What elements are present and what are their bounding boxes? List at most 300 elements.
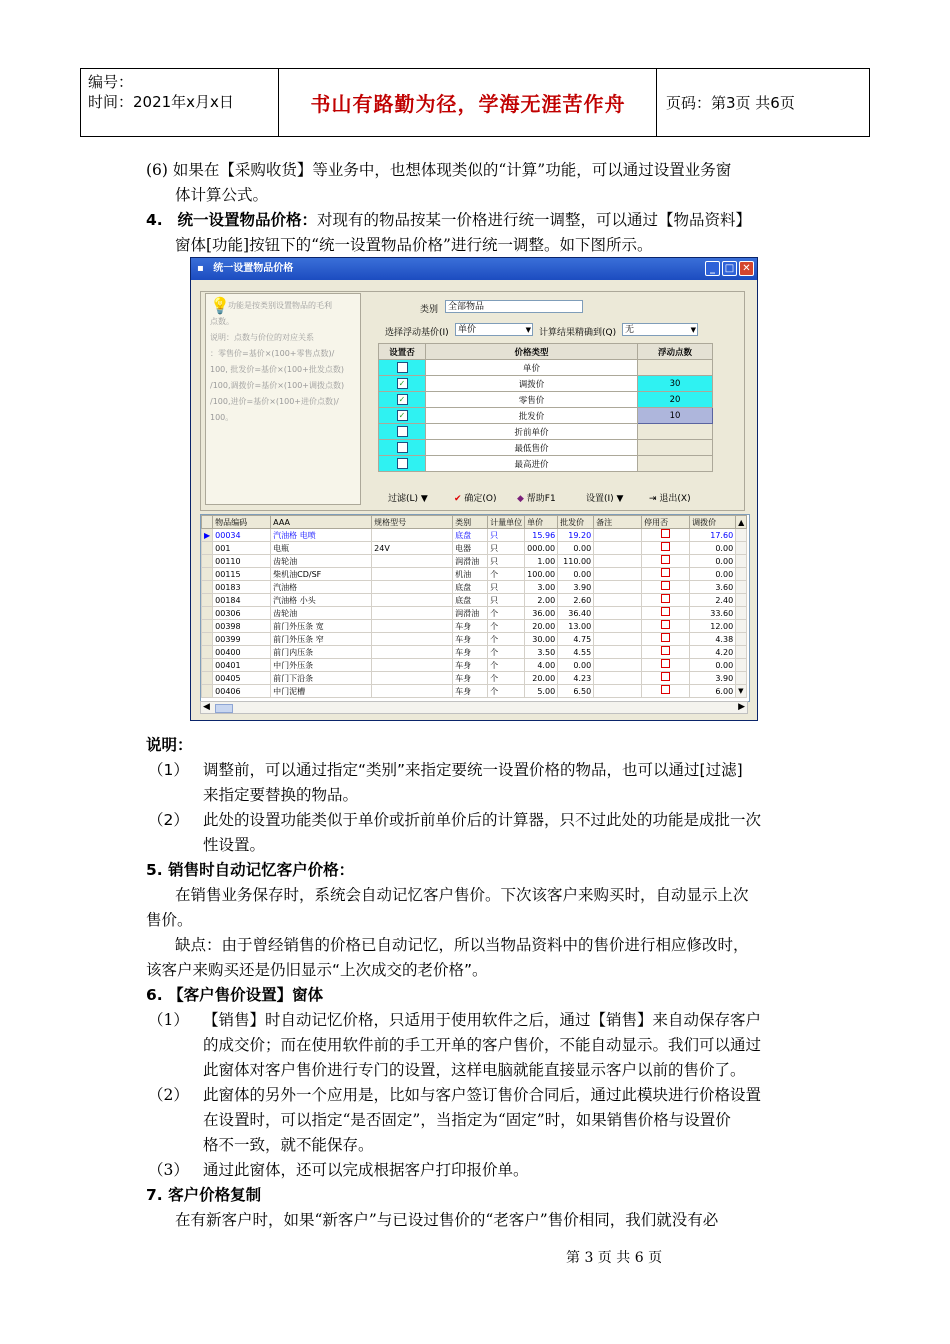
grid-cell[interactable]: 前门内压条 bbox=[271, 646, 372, 659]
grid-cell[interactable]: 3.90 bbox=[690, 672, 736, 685]
grid-cell[interactable]: 汽油格 bbox=[271, 581, 372, 594]
price-type: 最低售价 bbox=[426, 440, 638, 456]
grid-cell[interactable]: 4.00 bbox=[525, 659, 558, 672]
float-price-label: 选择浮动基价(I) bbox=[385, 328, 449, 338]
row-marker bbox=[202, 685, 213, 698]
row-marker bbox=[202, 646, 213, 659]
price-points[interactable] bbox=[638, 456, 713, 472]
grid-cell[interactable]: 个 bbox=[488, 685, 525, 698]
scroll-left-icon[interactable]: ◀ bbox=[203, 702, 210, 712]
grid-cell[interactable] bbox=[642, 529, 690, 542]
grid-cell[interactable]: 00115 bbox=[213, 568, 271, 581]
vertical-scrollbar-cell[interactable] bbox=[736, 607, 747, 620]
grid-cell[interactable] bbox=[642, 659, 690, 672]
price-row[interactable] bbox=[379, 456, 713, 472]
book-icon: ◆ bbox=[517, 494, 524, 504]
sec6-item2-line3: 格不一致，就不能保存。 bbox=[203, 1136, 374, 1154]
grid-cell[interactable] bbox=[642, 620, 690, 633]
vertical-scrollbar-cell[interactable] bbox=[736, 581, 747, 594]
grid-cell[interactable]: 个 bbox=[488, 672, 525, 685]
grid-cell[interactable]: 001 bbox=[213, 542, 271, 555]
grid-cell[interactable] bbox=[372, 646, 453, 659]
grid-cell[interactable]: 车身 bbox=[453, 672, 488, 685]
grid-cell[interactable] bbox=[372, 568, 453, 581]
note-line: 功能是按类别设置物品的毛利 bbox=[228, 301, 332, 310]
grid-cell[interactable] bbox=[372, 633, 453, 646]
section5-line1: 在销售业务保存时，系统会自动记忆客户售价。下次该客户来购买时，自动显示上次 bbox=[175, 886, 749, 904]
grid-cell[interactable]: 1.00 bbox=[525, 555, 558, 568]
grid-cell[interactable]: 36.00 bbox=[525, 607, 558, 620]
note-line: 点数。 bbox=[210, 317, 234, 326]
vertical-scrollbar-cell[interactable] bbox=[736, 633, 747, 646]
grid-cell[interactable]: 车身 bbox=[453, 620, 488, 633]
disabled-checkbox[interactable] bbox=[661, 607, 670, 616]
precision-value: 无 bbox=[625, 325, 635, 335]
grid-cell[interactable] bbox=[642, 685, 690, 698]
grid-cell[interactable]: 20.00 bbox=[525, 672, 558, 685]
exit-button[interactable] bbox=[649, 491, 691, 504]
grid-cell[interactable]: 30.00 bbox=[525, 633, 558, 646]
grid-cell[interactable] bbox=[594, 568, 642, 581]
grid-cell[interactable]: 电瓶 bbox=[271, 542, 372, 555]
grid-cell[interactable]: 车身 bbox=[453, 646, 488, 659]
grid-cell[interactable]: 0.00 bbox=[690, 555, 736, 568]
note1-line2: 来指定要替换的物品。 bbox=[203, 786, 359, 804]
checkbox[interactable] bbox=[397, 442, 408, 453]
col-header[interactable]: 调拨价 bbox=[690, 516, 736, 529]
help-note bbox=[205, 293, 361, 505]
note-line: ：零售价=基价×(100+零售点数)/ bbox=[210, 349, 335, 358]
header-meta bbox=[88, 72, 234, 112]
section4-number: 4. bbox=[146, 211, 163, 229]
grid-cell[interactable]: 00406 bbox=[213, 685, 271, 698]
grid-cell[interactable]: 机油 bbox=[453, 568, 488, 581]
vertical-scrollbar-cell[interactable] bbox=[736, 620, 747, 633]
precision-select[interactable] bbox=[622, 323, 698, 336]
filter-button[interactable]: 过滤(L) ▼ bbox=[388, 494, 428, 504]
grid-cell[interactable]: 齿轮油 bbox=[271, 555, 372, 568]
grid-cell[interactable] bbox=[594, 555, 642, 568]
col-header[interactable]: 批发价 bbox=[558, 516, 594, 529]
row-marker bbox=[202, 581, 213, 594]
sec6-item2-line2: 在设置时，可以指定“是否固定”，当指定为“固定”时，如果销售价格与设置价 bbox=[203, 1111, 731, 1129]
vertical-scrollbar-cell[interactable] bbox=[736, 659, 747, 672]
grid-cell[interactable]: 4.23 bbox=[558, 672, 594, 685]
grid-cell[interactable]: 13.00 bbox=[558, 620, 594, 633]
grid-cell[interactable] bbox=[594, 581, 642, 594]
grid-cell[interactable] bbox=[642, 646, 690, 659]
row-marker bbox=[202, 659, 213, 672]
note-line: /100,调拨价=基价×(100+调拨点数) bbox=[210, 381, 345, 390]
section5-line2: 售价。 bbox=[146, 911, 193, 929]
price-setting-window bbox=[190, 257, 758, 721]
sec6-item1-line3: 此窗体对客户售价进行专门的设置，这样电脑就能直接显示客户以前的售价了。 bbox=[203, 1061, 746, 1079]
note-text bbox=[210, 298, 358, 426]
grid-cell[interactable]: 汽油格 小头 bbox=[271, 594, 372, 607]
sec6-item2-line1: 此窗体的另外一个应用是，比如与客户签订售价合同后，通过此模块进行价格设置 bbox=[203, 1086, 762, 1104]
table-row[interactable] bbox=[202, 672, 747, 685]
app-icon: ▪ bbox=[197, 263, 204, 274]
grid-cell[interactable] bbox=[642, 672, 690, 685]
items-grid bbox=[200, 514, 750, 702]
sec6-item1-line1: 【销售】时自动记忆价格，只适用于使用软件之后，通过【销售】来自动保存客户 bbox=[203, 1011, 762, 1029]
chevron-down-icon: ▼ bbox=[690, 326, 696, 334]
vertical-scrollbar-cell[interactable]: ▼ bbox=[736, 685, 747, 698]
vertical-scrollbar-cell[interactable] bbox=[736, 529, 747, 542]
grid-cell[interactable]: 前门下沿条 bbox=[271, 672, 372, 685]
scroll-up-icon[interactable]: ▲ bbox=[736, 516, 747, 529]
checkbox-checked[interactable]: ✓ bbox=[397, 378, 408, 389]
grid-cell[interactable] bbox=[642, 568, 690, 581]
sec6-item3-line1: 通过此窗体，还可以完成根据客户打印报价单。 bbox=[203, 1161, 529, 1179]
price-points[interactable]: 10 bbox=[638, 408, 713, 424]
vertical-scrollbar-cell[interactable] bbox=[736, 646, 747, 659]
price-type: 零售价 bbox=[426, 392, 638, 408]
table-row[interactable] bbox=[202, 594, 747, 607]
grid-cell[interactable]: 个 bbox=[488, 568, 525, 581]
grid-cell[interactable]: 00184 bbox=[213, 594, 271, 607]
price-row[interactable] bbox=[379, 424, 713, 440]
price-points[interactable] bbox=[638, 360, 713, 376]
grid-cell[interactable]: 个 bbox=[488, 659, 525, 672]
price-points[interactable] bbox=[638, 424, 713, 440]
grid-cell[interactable]: 33.60 bbox=[690, 607, 736, 620]
grid-cell[interactable]: 柴机油CD/SF bbox=[271, 568, 372, 581]
grid-cell[interactable] bbox=[372, 581, 453, 594]
grid-cell[interactable] bbox=[372, 672, 453, 685]
disabled-checkbox[interactable] bbox=[661, 555, 670, 564]
price-row[interactable] bbox=[379, 408, 713, 424]
chevron-down-icon: ▼ bbox=[525, 326, 531, 334]
note-line: /100,进价=基价×(100+进价点数)/ bbox=[210, 397, 339, 406]
price-points[interactable] bbox=[638, 440, 713, 456]
disabled-checkbox[interactable] bbox=[661, 529, 670, 538]
grid-cell[interactable]: 100.00 bbox=[525, 568, 558, 581]
grid-cell[interactable]: 00398 bbox=[213, 620, 271, 633]
grid-cell[interactable]: 底盘 bbox=[453, 581, 488, 594]
grid-cell[interactable]: 00405 bbox=[213, 672, 271, 685]
grid-cell[interactable]: 0.00 bbox=[558, 659, 594, 672]
table-row[interactable] bbox=[202, 581, 747, 594]
disabled-checkbox[interactable] bbox=[661, 672, 670, 681]
checkbox-checked[interactable]: ✓ bbox=[397, 410, 408, 421]
grid-cell[interactable]: 只 bbox=[488, 542, 525, 555]
grid-cell[interactable]: 0.00 bbox=[558, 568, 594, 581]
header-rule-2 bbox=[656, 68, 657, 136]
grid-cell[interactable]: 0.00 bbox=[690, 568, 736, 581]
row-marker bbox=[202, 542, 213, 555]
grid-cell[interactable]: 只 bbox=[488, 581, 525, 594]
grid-cell[interactable]: 4.55 bbox=[558, 646, 594, 659]
grid-cell[interactable]: 底盘 bbox=[453, 594, 488, 607]
grid-cell[interactable]: 4.75 bbox=[558, 633, 594, 646]
grid-cell[interactable]: 36.40 bbox=[558, 607, 594, 620]
grid-cell[interactable] bbox=[594, 646, 642, 659]
disabled-checkbox[interactable] bbox=[661, 594, 670, 603]
grid-cell[interactable]: 前门外压条 窄 bbox=[271, 633, 372, 646]
grid-cell[interactable]: 底盘 bbox=[453, 529, 488, 542]
row-marker bbox=[202, 594, 213, 607]
section5-line4: 该客户来购买还是仍旧显示“上次成交的老价格”。 bbox=[146, 961, 488, 979]
col-header[interactable]: AAA bbox=[271, 516, 372, 529]
col-header[interactable]: 单价 bbox=[525, 516, 558, 529]
grid-cell[interactable]: 0.00 bbox=[690, 542, 736, 555]
grid-cell[interactable]: 6.50 bbox=[558, 685, 594, 698]
checkbox[interactable] bbox=[397, 362, 408, 373]
precision-label: 计算结果精确到(Q) bbox=[539, 328, 617, 338]
table-row[interactable] bbox=[202, 685, 747, 698]
price-row[interactable] bbox=[379, 440, 713, 456]
help-button[interactable] bbox=[517, 491, 556, 504]
disabled-checkbox[interactable] bbox=[661, 581, 670, 590]
grid-cell[interactable]: 110.00 bbox=[558, 555, 594, 568]
sec6-item3-number: （3） bbox=[148, 1161, 189, 1179]
grid-cell[interactable] bbox=[372, 685, 453, 698]
price-row[interactable] bbox=[379, 360, 713, 376]
disabled-checkbox[interactable] bbox=[661, 620, 670, 629]
grid-cell[interactable]: 00110 bbox=[213, 555, 271, 568]
check-icon: ✔ bbox=[454, 494, 462, 504]
section4-line1 bbox=[146, 208, 751, 233]
scroll-thumb[interactable] bbox=[215, 704, 233, 713]
grid-cell[interactable] bbox=[594, 620, 642, 633]
grid-cell[interactable]: 0.00 bbox=[558, 542, 594, 555]
ok-label: 确定(O) bbox=[464, 494, 497, 504]
grid-cell[interactable]: 只 bbox=[488, 594, 525, 607]
table-row[interactable] bbox=[202, 607, 747, 620]
settings-button[interactable]: 设置(I) ▼ bbox=[586, 494, 624, 504]
grid-cell[interactable]: 齿轮油 bbox=[271, 607, 372, 620]
grid-cell[interactable]: 12.00 bbox=[690, 620, 736, 633]
grid-cell[interactable]: 19.20 bbox=[558, 529, 594, 542]
section7-title: 7. 客户价格复制 bbox=[146, 1186, 262, 1204]
table-row[interactable] bbox=[202, 529, 747, 542]
grid-cell[interactable] bbox=[372, 555, 453, 568]
grid-cell[interactable]: 个 bbox=[488, 646, 525, 659]
exit-icon: ⇥ bbox=[649, 494, 657, 504]
col-header[interactable]: 物品编码 bbox=[213, 516, 271, 529]
table-row[interactable] bbox=[202, 555, 747, 568]
grid-cell[interactable]: 只 bbox=[488, 529, 525, 542]
note1-line1: 调整前，可以通过指定“类别”来指定要统一设置价格的物品，也可以通过[过滤] bbox=[203, 761, 743, 779]
grid-cell[interactable] bbox=[594, 542, 642, 555]
col-header: 价格类型 bbox=[426, 344, 638, 360]
grid-cell[interactable]: 24V bbox=[372, 542, 453, 555]
grid-cell[interactable]: 20.00 bbox=[525, 620, 558, 633]
grid-cell[interactable]: 00183 bbox=[213, 581, 271, 594]
grid-header-row bbox=[202, 516, 747, 529]
horizontal-scrollbar[interactable] bbox=[200, 701, 748, 714]
section4-text1: 对现有的物品按某一价格进行统一调整，可以通过【物品资料】 bbox=[316, 211, 751, 229]
grid-cell[interactable] bbox=[372, 594, 453, 607]
header-motto: 书山有路勤为径，学海无涯苦作舟 bbox=[310, 92, 626, 116]
grid-cell[interactable]: 00306 bbox=[213, 607, 271, 620]
col-header[interactable]: 停用否 bbox=[642, 516, 690, 529]
col-header[interactable]: 类别 bbox=[453, 516, 488, 529]
window-title: 统一设置物品价格 bbox=[213, 263, 294, 274]
grid-cell[interactable] bbox=[642, 594, 690, 607]
note1-number: （1） bbox=[148, 761, 189, 779]
grid-cell[interactable] bbox=[594, 672, 642, 685]
window-titlebar bbox=[191, 258, 757, 280]
vertical-scrollbar-cell[interactable] bbox=[736, 672, 747, 685]
checkbox-checked[interactable]: ✓ bbox=[397, 394, 408, 405]
category-input[interactable]: 全部物品 bbox=[445, 300, 583, 313]
footer-page: 第 3 页 共 6 页 bbox=[566, 1250, 663, 1266]
grid-cell[interactable]: 4.20 bbox=[690, 646, 736, 659]
scroll-right-icon[interactable]: ▶ bbox=[738, 702, 745, 712]
grid-cell[interactable]: 中门外压条 bbox=[271, 659, 372, 672]
grid-body bbox=[202, 529, 747, 698]
disabled-checkbox[interactable] bbox=[661, 633, 670, 642]
category-label: 类别 bbox=[420, 305, 439, 315]
price-points[interactable]: 30 bbox=[638, 376, 713, 392]
grid-cell[interactable]: 汽油格 电喷 bbox=[271, 529, 372, 542]
grid-cell[interactable] bbox=[594, 633, 642, 646]
grid-cell[interactable]: 车身 bbox=[453, 659, 488, 672]
grid-cell[interactable]: 润滑油 bbox=[453, 555, 488, 568]
grid-cell[interactable]: 2.60 bbox=[558, 594, 594, 607]
sec6-item2-number: （2） bbox=[148, 1086, 189, 1104]
grid-cell[interactable]: 只 bbox=[488, 555, 525, 568]
row-marker bbox=[202, 633, 213, 646]
grid-cell[interactable]: 3.00 bbox=[525, 581, 558, 594]
grid-cell[interactable]: 00399 bbox=[213, 633, 271, 646]
grid-cell[interactable] bbox=[594, 659, 642, 672]
note2-number: （2） bbox=[148, 811, 189, 829]
grid-cell[interactable]: 个 bbox=[488, 620, 525, 633]
row-marker bbox=[202, 672, 213, 685]
minimize-icon[interactable]: _ bbox=[705, 261, 720, 276]
items-table bbox=[201, 515, 747, 698]
grid-cell[interactable] bbox=[372, 659, 453, 672]
grid-cell[interactable]: 3.60 bbox=[690, 581, 736, 594]
disabled-checkbox[interactable] bbox=[661, 685, 670, 694]
grid-cell[interactable] bbox=[372, 607, 453, 620]
grid-cell[interactable] bbox=[372, 620, 453, 633]
note-line: 100。 bbox=[210, 413, 234, 422]
grid-cell[interactable]: 3.90 bbox=[558, 581, 594, 594]
help-label: 帮助F1 bbox=[526, 494, 556, 504]
close-icon[interactable]: ✕ bbox=[739, 261, 754, 276]
grid-cell[interactable]: 000.00 bbox=[525, 542, 558, 555]
vertical-scrollbar-cell[interactable] bbox=[736, 542, 747, 555]
note-line: 说明：点数与价位的对应关系 bbox=[210, 333, 314, 342]
grid-cell[interactable] bbox=[594, 594, 642, 607]
grid-cell[interactable] bbox=[594, 529, 642, 542]
table-row[interactable] bbox=[202, 659, 747, 672]
header-page-label: 页码：第3页 共6页 bbox=[666, 94, 795, 112]
row-marker-header bbox=[202, 516, 213, 529]
note-line: 100, 批发价=基价×(100+批发点数) bbox=[210, 365, 344, 374]
grid-cell[interactable]: 中门泥槽 bbox=[271, 685, 372, 698]
price-points[interactable]: 20 bbox=[638, 392, 713, 408]
disabled-checkbox[interactable] bbox=[661, 542, 670, 551]
table-row[interactable] bbox=[202, 568, 747, 581]
header-rule-left bbox=[80, 68, 81, 136]
price-row[interactable] bbox=[379, 376, 713, 392]
settings-label: 设置(I) bbox=[586, 494, 614, 504]
grid-cell[interactable] bbox=[642, 555, 690, 568]
price-type: 最高进价 bbox=[426, 456, 638, 472]
grid-cell[interactable] bbox=[642, 633, 690, 646]
grid-cell[interactable] bbox=[642, 542, 690, 555]
grid-cell[interactable]: 00401 bbox=[213, 659, 271, 672]
table-row[interactable] bbox=[202, 633, 747, 646]
col-header[interactable]: 规格型号 bbox=[372, 516, 453, 529]
header-bottom-rule bbox=[80, 136, 870, 137]
grid-cell[interactable]: 00034 bbox=[213, 529, 271, 542]
grid-cell[interactable]: 润滑油 bbox=[453, 607, 488, 620]
ok-button[interactable] bbox=[454, 491, 497, 504]
table-row[interactable] bbox=[202, 646, 747, 659]
note2-line2: 性设置。 bbox=[203, 836, 266, 854]
table-row[interactable] bbox=[202, 542, 747, 555]
notes-heading: 说明： bbox=[146, 736, 193, 754]
grid-cell[interactable] bbox=[642, 581, 690, 594]
col-header[interactable]: 计量单位 bbox=[488, 516, 525, 529]
grid-cell[interactable] bbox=[372, 529, 453, 542]
disabled-checkbox[interactable] bbox=[661, 659, 670, 668]
checkbox[interactable] bbox=[397, 426, 408, 437]
grid-cell[interactable]: 5.00 bbox=[525, 685, 558, 698]
float-price-value: 单价 bbox=[458, 325, 477, 335]
grid-cell[interactable]: 车身 bbox=[453, 633, 488, 646]
grid-cell[interactable]: 2.40 bbox=[690, 594, 736, 607]
grid-cell[interactable] bbox=[642, 607, 690, 620]
grid-cell[interactable]: 车身 bbox=[453, 685, 488, 698]
grid-cell[interactable]: 00400 bbox=[213, 646, 271, 659]
grid-cell[interactable]: 0.00 bbox=[690, 659, 736, 672]
disabled-checkbox[interactable] bbox=[661, 568, 670, 577]
price-type-table bbox=[378, 343, 713, 472]
grid-cell[interactable]: 6.00 bbox=[690, 685, 736, 698]
grid-cell[interactable]: 个 bbox=[488, 607, 525, 620]
table-row[interactable] bbox=[202, 620, 747, 633]
vertical-scrollbar-cell[interactable] bbox=[736, 594, 747, 607]
float-price-select[interactable] bbox=[455, 323, 533, 336]
section5-line3: 缺点：由于曾经销售的价格已自动记忆，所以当物品资料中的售价进行相应修改时， bbox=[175, 936, 749, 954]
header-rule-right bbox=[869, 68, 870, 136]
sec6-item1-number: （1） bbox=[148, 1011, 189, 1029]
grid-cell[interactable]: 17.60 bbox=[690, 529, 736, 542]
p6-line1: (6) 如果在【采购收货】等业务中，也想体现类似的“计算”功能，可以通过设置业务窗 bbox=[146, 161, 732, 179]
vertical-scrollbar-cell[interactable] bbox=[736, 568, 747, 581]
row-marker bbox=[202, 568, 213, 581]
price-type: 调拨价 bbox=[426, 376, 638, 392]
grid-cell[interactable]: 15.96 bbox=[525, 529, 558, 542]
maximize-icon[interactable]: □ bbox=[722, 261, 737, 276]
vertical-scrollbar-cell[interactable] bbox=[736, 555, 747, 568]
grid-cell[interactable]: 前门外压条 宽 bbox=[271, 620, 372, 633]
col-header[interactable]: 备注 bbox=[594, 516, 642, 529]
checkbox[interactable] bbox=[397, 458, 408, 469]
grid-cell[interactable]: 2.00 bbox=[525, 594, 558, 607]
p6-line2: 体计算公式。 bbox=[175, 186, 269, 204]
date-label: 时间：2021年x月x日 bbox=[88, 93, 234, 111]
price-row[interactable] bbox=[379, 392, 713, 408]
header-top-rule bbox=[80, 68, 870, 69]
col-header: 浮动点数 bbox=[638, 344, 713, 360]
grid-cell[interactable]: 3.50 bbox=[525, 646, 558, 659]
disabled-checkbox[interactable] bbox=[661, 646, 670, 655]
grid-cell[interactable] bbox=[594, 685, 642, 698]
grid-cell[interactable]: 个 bbox=[488, 633, 525, 646]
grid-cell[interactable] bbox=[594, 607, 642, 620]
col-header: 设置否 bbox=[379, 344, 426, 360]
grid-cell[interactable]: 4.38 bbox=[690, 633, 736, 646]
grid-cell[interactable]: 电器 bbox=[453, 542, 488, 555]
